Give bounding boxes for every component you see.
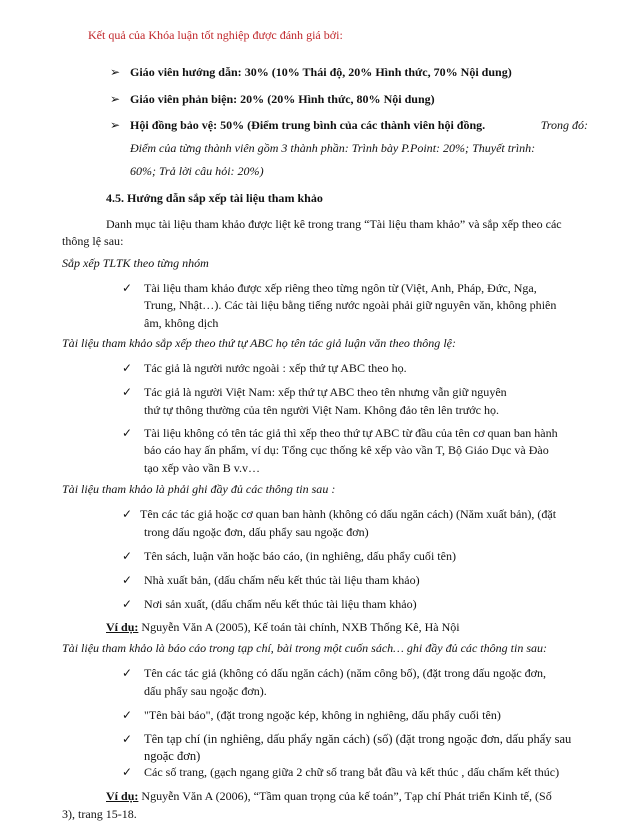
check-bullet-icon: ✓: [121, 361, 133, 376]
arrow-bullet-icon: ➢: [109, 117, 121, 132]
eval-note-line-1: Điểm của từng thành viên gồm 3 thành phần: Trình bày P.Point: 20%; Thuyết trình:: [130, 140, 536, 155]
arrow-bullet-icon: ➢: [109, 65, 121, 79]
eval-note-line-2: 60%; Trả lời câu hỏi: 20%): [130, 164, 264, 178]
example-2-text-line-2: 3), trang 15-18.: [62, 807, 137, 821]
group2-item-foreign: Tác giả là người nước ngoài : xếp thứ tự ABC theo họ.: [144, 361, 407, 376]
check-bullet-icon: ✓: [121, 708, 133, 722]
group4-item-pages: Các số trang, (gạch ngang giữa 2 chữ số trang bắt đầu và kết thúc , dấu chấm kết thúc): [144, 765, 560, 780]
section-intro-line-1: Danh mục tài liệu tham khảo được liệt kê trong trang “Tài liệu tham khảo” và sắp xếp theo các: [106, 216, 562, 231]
check-bullet-icon: ✓: [121, 572, 133, 587]
check-bullet-icon: ✓: [121, 548, 133, 563]
group2-item-no-author-line-3: tạo xếp vào vần B v.v…: [144, 461, 261, 475]
example-2-label: Ví dụ:: [106, 789, 139, 804]
check-bullet-icon: ✓: [121, 507, 133, 522]
example-2-text-line-1: Nguyễn Văn A (2006), “Tầm quan trọng của kế toán”, Tạp chí Phát triển Kinh tế, (Số: [138, 789, 552, 804]
group-title-required-info: Tài liệu tham khảo là phải ghi đầy đủ các thông tin sau :: [62, 482, 336, 497]
group1-item-line-2: Trung, Nhật…). Các tài liệu bằng tiếng nước ngoài phải giữ nguyên văn, không phiên: [144, 298, 557, 313]
evaluation-intro: Kết quả của Khóa luận tốt nghiệp được đánh giá bởi:: [88, 28, 343, 42]
example-1-text: Nguyễn Văn A (2005), Kế toán tài chính, NXB Thống Kê, Hà Nội: [138, 620, 460, 635]
group2-item-vietnamese-line-1: Tác giả là người Việt Nam: xếp thứ tự ABC theo tên nhưng vẫn giữ nguyên: [144, 385, 507, 400]
group-title-abc-order: Tài liệu tham khảo sắp xếp theo thứ tự ABC họ tên tác giả luận văn theo thông lệ:: [62, 336, 456, 351]
example-1: [106, 619, 460, 637]
eval-item-committee: [130, 117, 588, 135]
group2-item-vietnamese-line-2: thứ tự thông thường của tên người Việt Nam. Không đảo tên lên trước họ.: [144, 402, 500, 417]
section-intro-line-2: thông lệ sau:: [62, 234, 124, 249]
group4-item-authors-line-2: dấu phẩy sau ngoặc đơn).: [144, 684, 267, 698]
group2-item-no-author-line-2: báo cáo hay ấn phẩm, ví dụ: Tổng cục thống kê xếp vào vần T, Bộ Giáo Dục và Đào: [144, 443, 549, 458]
group4-item-journal-line-1: Tên tạp chí (in nghiêng, dấu phẩy ngăn cách) (số) (đặt trong ngoặc đơn, dấu phẩy sau: [144, 732, 572, 747]
check-bullet-icon: ✓: [121, 425, 133, 440]
group1-item-line-1: Tài liệu tham khảo được xếp riêng theo từng ngôn từ (Việt, Anh, Pháp, Đức, Nga,: [144, 280, 537, 295]
section-title: 4.5. Hướng dẫn sắp xếp tài liệu tham khảo: [106, 190, 323, 205]
check-bullet-icon: ✓: [121, 280, 133, 295]
group4-item-article-title: "Tên bài báo", (đặt trong ngoặc kép, không in nghiêng, dấu phẩy cuối tên): [144, 708, 501, 722]
eval-item-committee-bold: Hội đồng bảo vệ: 50% (Điểm trung bình của các thành viên hội đồng.: [130, 117, 486, 132]
group4-item-journal-line-2: ngoặc đơn): [144, 748, 201, 763]
eval-item-committee-italic: Trong đó:: [540, 117, 588, 132]
group3-item-author-line-1: Tên các tác giả hoặc cơ quan ban hành (không có dấu ngăn cách) (Năm xuất bản), (đặt: [140, 507, 557, 522]
arrow-bullet-icon: ➢: [109, 91, 121, 106]
group-title-by-language: Sắp xếp TLTK theo từng nhóm: [62, 255, 209, 270]
check-bullet-icon: ✓: [121, 385, 133, 400]
group1-item-line-3: âm, không dịch: [144, 315, 219, 330]
group3-item-author-line-2: trong dấu ngoặc đơn, dấu phẩy sau ngoặc đơn): [144, 524, 369, 539]
check-bullet-icon: ✓: [121, 597, 133, 611]
group2-item-no-author-line-1: Tài liệu không có tên tác giả thì xếp theo thứ tự ABC từ đầu của tên cơ quan ban hành: [144, 425, 558, 440]
check-bullet-icon: ✓: [121, 732, 133, 747]
check-bullet-icon: ✓: [121, 666, 133, 681]
check-bullet-icon: ✓: [121, 765, 133, 780]
eval-item-reviewer: Giáo viên phản biện: 20% (20% Hình thức, 80% Nội dung): [130, 91, 435, 106]
example-1-label: Ví dụ:: [106, 620, 139, 635]
group4-item-authors-line-1: Tên các tác giả (không có dấu ngăn cách) (năm công bố), (đặt trong dấu ngoặc đơn,: [144, 666, 547, 681]
eval-item-advisor: Giáo viên hướng dẫn: 30% (10% Thái độ, 20% Hình thức, 70% Nội dung): [130, 65, 512, 79]
group3-item-title: Tên sách, luận văn hoặc báo cáo, (in nghiêng, dấu phẩy cuối tên): [144, 548, 456, 563]
group3-item-place: Nơi sản xuất, (dấu chấm nếu kết thúc tài liệu tham khảo): [144, 597, 417, 611]
group3-item-publisher: Nhà xuất bản, (dấu chấm nếu kết thúc tài liệu tham khảo): [144, 572, 420, 587]
group-title-journal: Tài liệu tham khảo là báo cáo trong tạp chí, bài trong một cuốn sách… ghi đầy đủ các thông tin sau:: [62, 641, 548, 656]
example-2: [106, 788, 552, 806]
